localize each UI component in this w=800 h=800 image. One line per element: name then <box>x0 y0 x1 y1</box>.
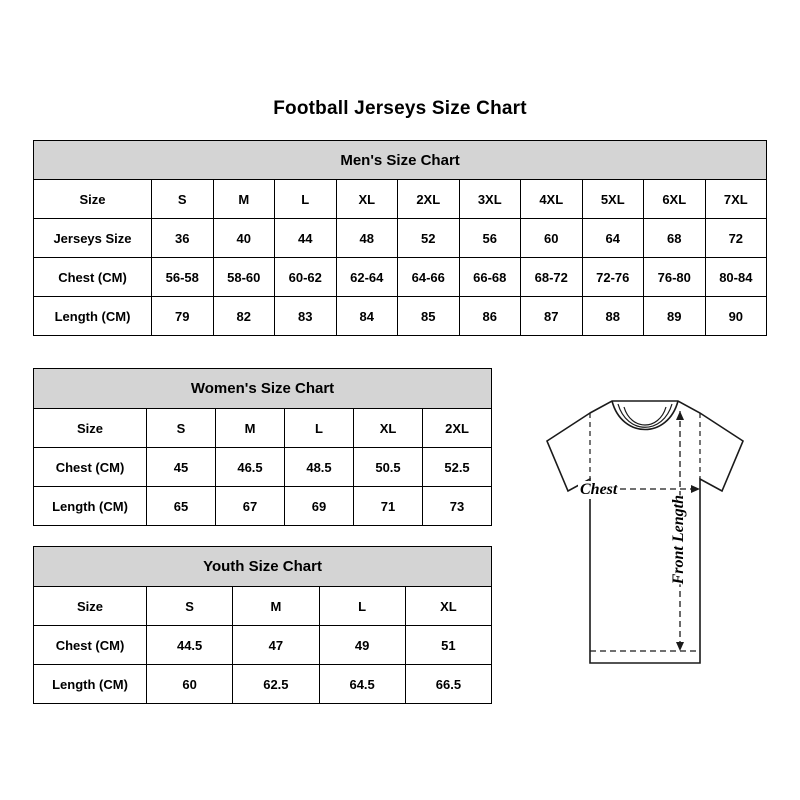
table-cell: 85 <box>398 297 460 336</box>
table-section-header-row <box>34 369 492 409</box>
row-label: Size <box>34 409 147 448</box>
mens-size-table <box>33 140 767 336</box>
table-cell: 64-66 <box>398 258 460 297</box>
row-label: Chest (CM) <box>34 448 147 487</box>
jersey-body-outline <box>547 401 743 663</box>
table-cell: 71 <box>354 487 423 526</box>
table-cell: 66.5 <box>405 665 491 704</box>
row-label: Chest (CM) <box>34 258 152 297</box>
table-cell: 87 <box>521 297 583 336</box>
table-row <box>34 258 767 297</box>
row-label: Size <box>34 180 152 219</box>
table-cell: S <box>152 180 214 219</box>
table-cell: XL <box>354 409 423 448</box>
chest-arrow-right <box>691 485 700 493</box>
table-row <box>34 409 492 448</box>
womens-section-header: Women's Size Chart <box>34 369 492 409</box>
row-label: Jerseys Size <box>34 219 152 258</box>
table-cell: 68-72 <box>521 258 583 297</box>
table-cell: 60 <box>147 665 233 704</box>
table-cell: XL <box>405 587 491 626</box>
table-cell: 84 <box>336 297 398 336</box>
table-cell: 48.5 <box>285 448 354 487</box>
table-row <box>34 626 492 665</box>
table-row <box>34 587 492 626</box>
table-cell: 47 <box>233 626 319 665</box>
table-cell: 80-84 <box>705 258 767 297</box>
table-cell: 64 <box>582 219 644 258</box>
front-length-measure-label: Front Length <box>668 495 690 584</box>
table-cell: 68 <box>644 219 706 258</box>
page-title: Football Jerseys Size Chart <box>273 98 527 119</box>
table-cell: 64.5 <box>319 665 405 704</box>
youth-size-table <box>33 546 492 704</box>
table-cell: 67 <box>216 487 285 526</box>
table-cell: 44 <box>275 219 337 258</box>
table-cell: 90 <box>705 297 767 336</box>
row-label: Chest (CM) <box>34 626 147 665</box>
row-label: Size <box>34 587 147 626</box>
table-section-header-row <box>34 547 492 587</box>
table-cell: S <box>147 587 233 626</box>
table-cell: 2XL <box>423 409 492 448</box>
row-label: Length (CM) <box>34 487 147 526</box>
table-cell: 86 <box>459 297 521 336</box>
table-cell: 52 <box>398 219 460 258</box>
chest-measure-label: Chest <box>580 481 618 498</box>
table-cell: 73 <box>423 487 492 526</box>
mens-section-header: Men's Size Chart <box>34 141 767 180</box>
table-cell: 89 <box>644 297 706 336</box>
table-cell: 58-60 <box>213 258 275 297</box>
table-row <box>34 448 492 487</box>
table-cell: 3XL <box>459 180 521 219</box>
table-cell: 52.5 <box>423 448 492 487</box>
table-cell: 56 <box>459 219 521 258</box>
table-cell: 69 <box>285 487 354 526</box>
table-cell: 82 <box>213 297 275 336</box>
table-cell: M <box>233 587 319 626</box>
table-row <box>34 665 492 704</box>
table-cell: 88 <box>582 297 644 336</box>
table-cell: 44.5 <box>147 626 233 665</box>
table-cell: M <box>213 180 275 219</box>
table-cell: L <box>275 180 337 219</box>
table-cell: 66-68 <box>459 258 521 297</box>
jersey-outline-icon <box>500 395 790 695</box>
table-cell: 50.5 <box>354 448 423 487</box>
row-label: Length (CM) <box>34 665 147 704</box>
row-label: Length (CM) <box>34 297 152 336</box>
table-cell: 62-64 <box>336 258 398 297</box>
table-cell: 4XL <box>521 180 583 219</box>
table-cell: 7XL <box>705 180 767 219</box>
table-cell: 48 <box>336 219 398 258</box>
table-cell: 36 <box>152 219 214 258</box>
table-row <box>34 219 767 258</box>
table-cell: 72-76 <box>582 258 644 297</box>
table-cell: 83 <box>275 297 337 336</box>
front-length-arrow-top <box>676 411 684 420</box>
jersey-measurement-diagram <box>500 395 790 695</box>
table-cell: 76-80 <box>644 258 706 297</box>
table-cell: 2XL <box>398 180 460 219</box>
table-cell: 60 <box>521 219 583 258</box>
table-cell: XL <box>336 180 398 219</box>
table-section-header-row <box>34 141 767 180</box>
table-cell: 6XL <box>644 180 706 219</box>
youth-section-header: Youth Size Chart <box>34 547 492 587</box>
table-cell: 46.5 <box>216 448 285 487</box>
table-cell: 60-62 <box>275 258 337 297</box>
table-cell: S <box>147 409 216 448</box>
table-cell: L <box>319 587 405 626</box>
table-row <box>34 180 767 219</box>
table-cell: 65 <box>147 487 216 526</box>
table-cell: L <box>285 409 354 448</box>
table-cell: M <box>216 409 285 448</box>
table-cell: 40 <box>213 219 275 258</box>
table-cell: 62.5 <box>233 665 319 704</box>
table-row <box>34 297 767 336</box>
table-cell: 5XL <box>582 180 644 219</box>
table-cell: 49 <box>319 626 405 665</box>
table-cell: 45 <box>147 448 216 487</box>
table-cell: 72 <box>705 219 767 258</box>
table-row <box>34 487 492 526</box>
table-cell: 79 <box>152 297 214 336</box>
table-cell: 51 <box>405 626 491 665</box>
front-length-arrow-bottom <box>676 642 684 651</box>
womens-size-table <box>33 368 492 526</box>
table-cell: 56-58 <box>152 258 214 297</box>
